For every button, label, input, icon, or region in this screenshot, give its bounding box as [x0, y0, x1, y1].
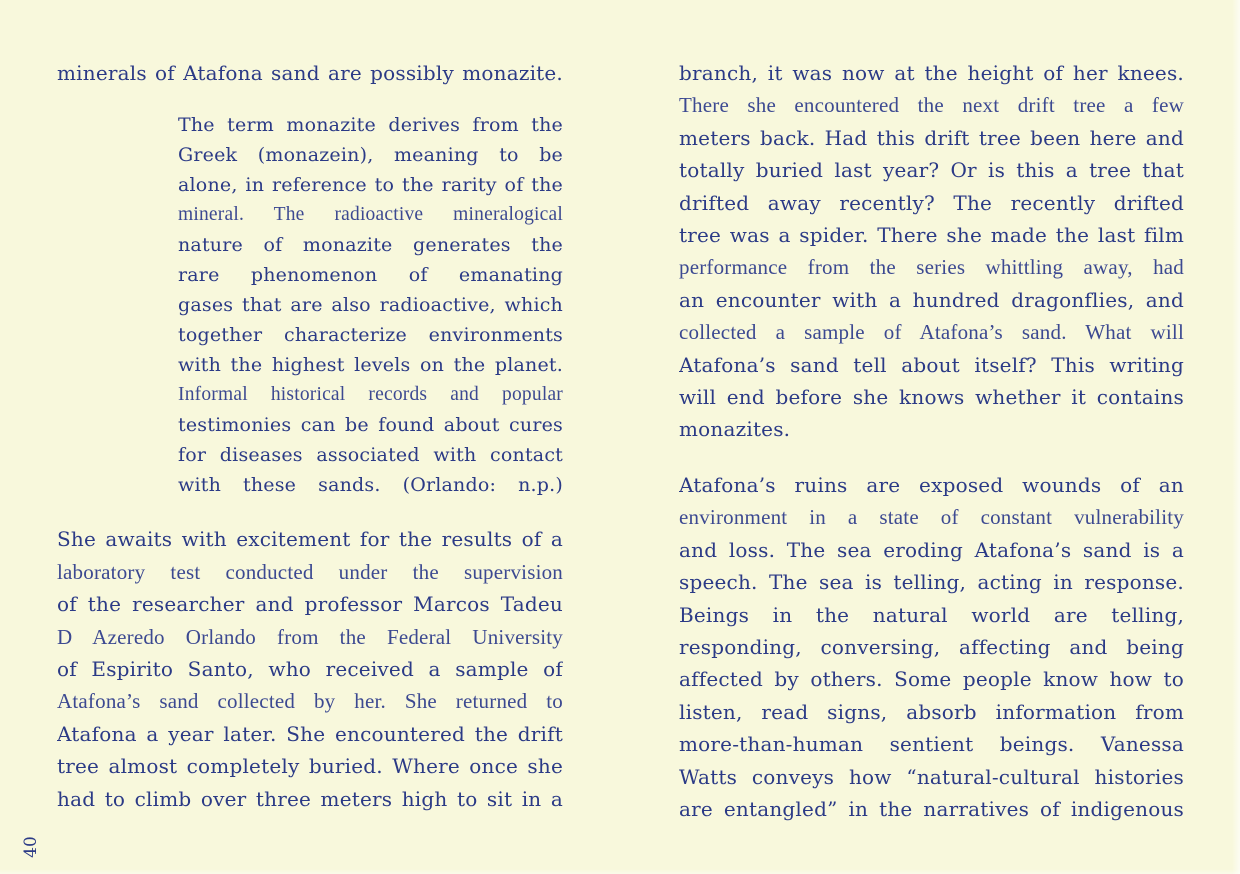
text-line: affected by others. Some people know how to	[679, 667, 1184, 692]
text-line: testimonies can be found about cures	[178, 414, 563, 437]
text-line: Watts conveys how “natural-cultural histories	[679, 764, 1184, 789]
text-line: meters back. Had this drift tree been here and	[679, 125, 1184, 150]
blockquote-monazite-definition	[178, 110, 563, 500]
left-text-column	[57, 57, 563, 815]
text-line: Greek (monazein), meaning to be	[178, 144, 563, 167]
text-line: Beings in the natural world are telling,	[679, 602, 1184, 627]
text-line: totally buried last year? Or is this a tree that	[679, 158, 1184, 183]
text-line: and loss. The sea eroding Atafona’s sand is a	[679, 537, 1184, 562]
text-line: rare phenomenon of emanating	[178, 264, 563, 287]
text-line: together characterize environments	[178, 324, 563, 347]
text-line: will end before she knows whether it contains	[679, 385, 1184, 410]
text-line: more-than-human sentient beings. Vanessa	[679, 732, 1184, 757]
text-line: Atafona’s sand collected by her. She returned to	[57, 689, 563, 714]
text-line: monazites.	[679, 417, 791, 442]
text-line: of the researcher and professor Marcos Tadeu	[57, 592, 563, 617]
text-line: had to climb over three meters high to sit in a	[57, 786, 563, 811]
text-line: for diseases associated with contact	[178, 444, 563, 467]
text-line: with these sands. (Orlando: n.p.)	[178, 474, 563, 497]
text-line: She awaits with excitement for the results of a	[57, 527, 563, 552]
text-line: environment in a state of constant vulnerability	[679, 505, 1184, 530]
text-line: of Espirito Santo, who received a sample of	[57, 657, 563, 682]
text-line: branch, it was now at the height of her knees.	[679, 61, 1184, 85]
text-line: There she encountered the next drift tree a few	[679, 93, 1184, 118]
text-line: Atafona a year later. She encountered the drift	[57, 721, 563, 746]
text-line: are entangled” in the narratives of indigenous	[679, 796, 1184, 821]
paragraph-continuation	[57, 57, 563, 89]
text-line: D Azeredo Orlando from the Federal University	[57, 624, 563, 649]
text-line: Informal historical records and popular	[178, 384, 563, 406]
text-line: alone, in reference to the rarity of the	[178, 174, 563, 197]
scan-edge-highlight	[1232, 0, 1240, 874]
text-line: tree was a spider. There she made the last film	[679, 223, 1184, 248]
right-text-column	[679, 57, 1184, 825]
text-line: collected a sample of Atafona’s sand. What will	[679, 320, 1184, 345]
text-line: performance from the series whittling away, had	[679, 255, 1184, 280]
page-number: 40	[21, 836, 41, 858]
text-line: mineral. The radioactive mineralogical	[178, 204, 563, 226]
text-line: nature of monazite generates the	[178, 234, 563, 257]
text-line: tree almost completely buried. Where once she	[57, 754, 563, 779]
text-line: responding, conversing, affecting and being	[679, 634, 1184, 659]
text-line: listen, read signs, absorb information from	[679, 699, 1184, 724]
scan-edge-highlight-bottom	[0, 869, 1240, 874]
text-line: drifted away recently? The recently drifted	[679, 190, 1184, 215]
text-line: Atafona’s sand tell about itself? This writing	[679, 352, 1184, 377]
text-line: The term monazite derives from the	[178, 114, 563, 137]
text-line: an encounter with a hundred dragonflies, and	[679, 287, 1184, 312]
text-line: laboratory test conducted under the supervision	[57, 559, 563, 584]
text-line: Atafona’s ruins are exposed wounds of an	[679, 472, 1184, 497]
paragraph-atafona-ruins	[679, 469, 1184, 825]
text-line: gases that are also radioactive, which	[178, 294, 563, 317]
text-line: speech. The sea is telling, acting in response.	[679, 570, 1184, 595]
paragraph-drift-tree	[679, 57, 1184, 446]
text-line: with the highest levels on the planet.	[178, 354, 563, 377]
paragraph-she-awaits	[57, 523, 563, 815]
text-line: minerals of Atafona sand are possibly monazite.	[57, 61, 563, 85]
